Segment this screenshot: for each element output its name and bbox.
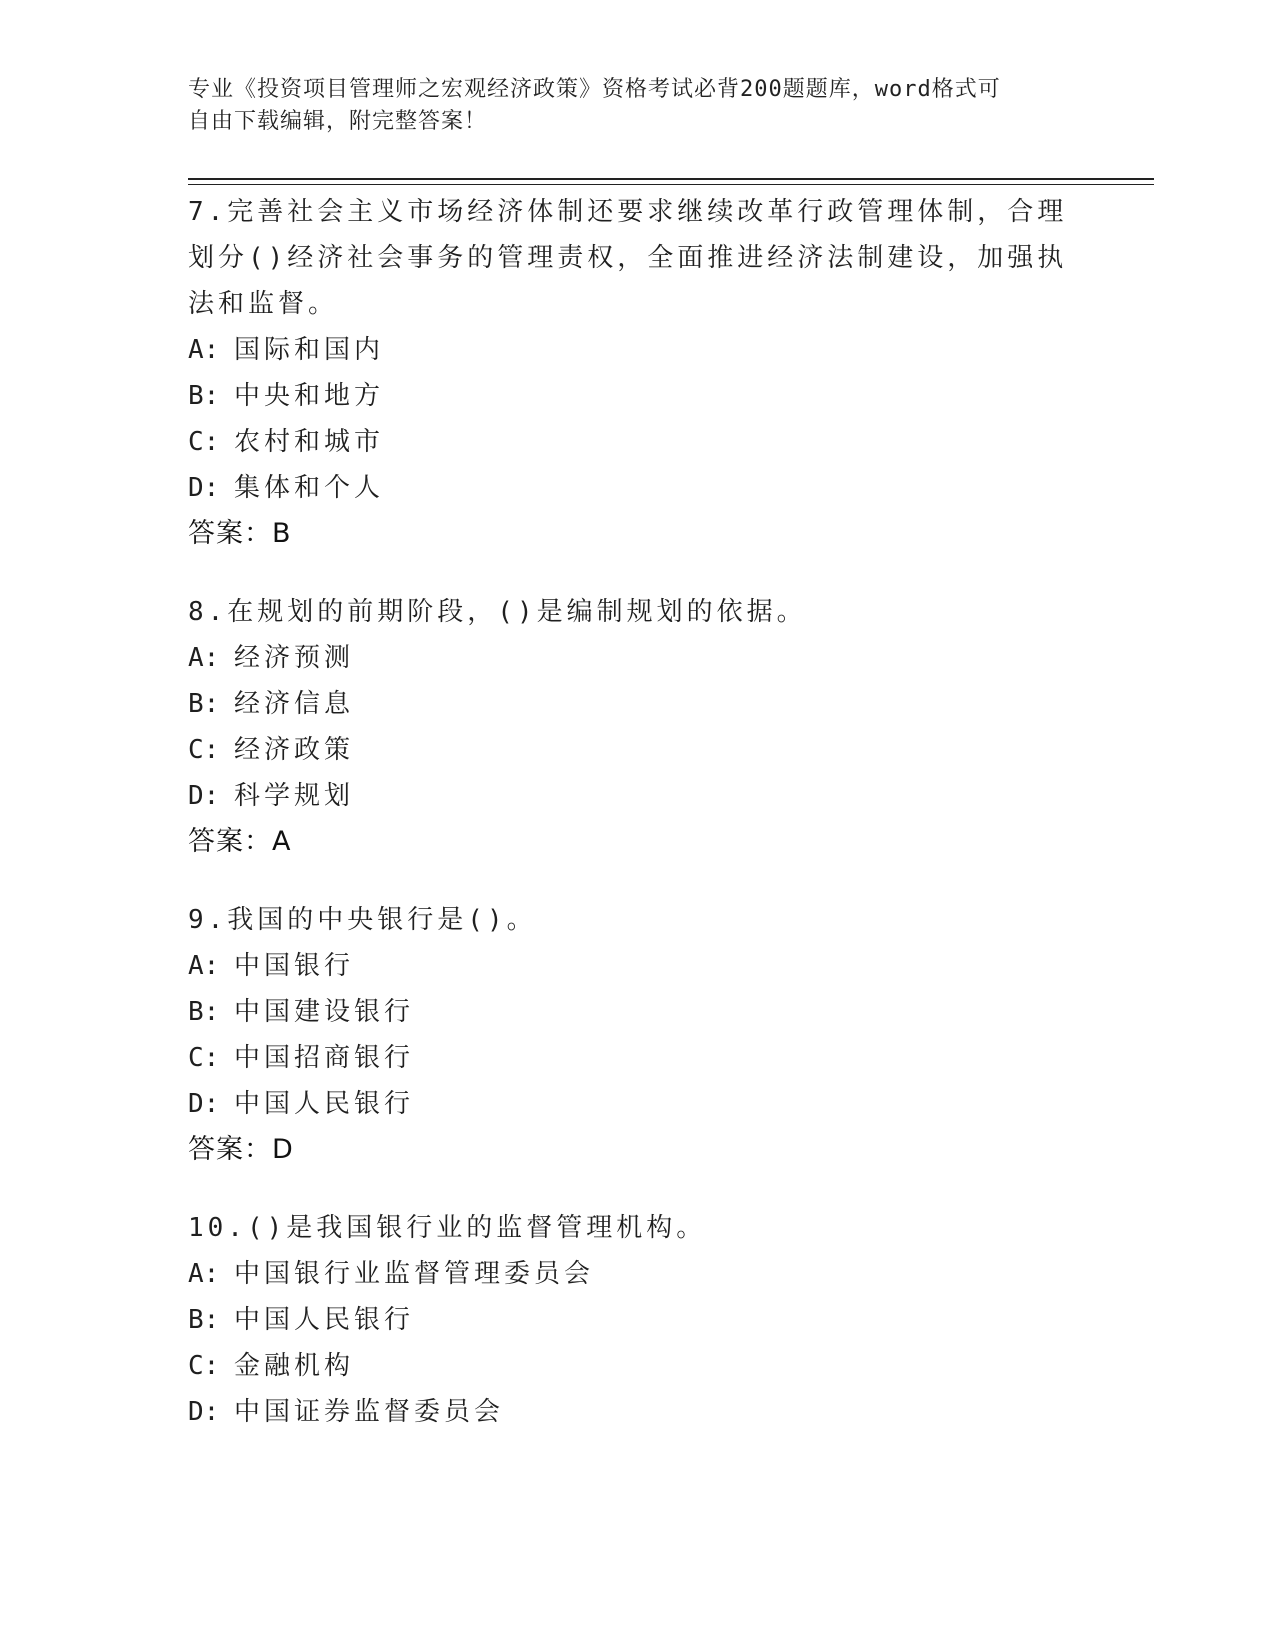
option-letter: C:: [188, 735, 220, 765]
question-list: [188, 189, 1068, 1467]
question-8: [188, 589, 1068, 865]
option-letter: B:: [188, 997, 220, 1027]
option-text: 中国银行业监督管理委员会: [234, 1259, 595, 1289]
answer-line: 答案：D: [188, 1134, 294, 1165]
option-c: [188, 727, 1068, 773]
option-d: [188, 1389, 1068, 1435]
option-d: [188, 465, 1068, 511]
document-header: [188, 74, 1068, 138]
option-text: 中国证券监督委员会: [234, 1397, 505, 1427]
option-letter: D:: [188, 473, 220, 503]
question-7: [188, 189, 1068, 557]
answer-line: 答案：B: [188, 518, 292, 549]
option-text: 集体和个人: [234, 473, 385, 503]
option-text: 经济信息: [234, 689, 355, 719]
option-letter: D:: [188, 781, 220, 811]
option-b: [188, 1297, 1068, 1343]
header-line-1: 专业《投资项目管理师之宏观经济政策》资格考试必背200题题库，word格式可: [188, 77, 1001, 102]
option-text: 经济政策: [234, 735, 355, 765]
question-stem: 7.完善社会主义市场经济体制还要求继续改革行政管理体制，合理划分()经济社会事务的管理责权，全面推进经济法制建设，加强执法和监督。: [188, 197, 1068, 319]
option-text: 中国招商银行: [234, 1043, 415, 1073]
question-9: [188, 897, 1068, 1173]
question-stem: 8.在规划的前期阶段，()是编制规划的依据。: [188, 597, 807, 627]
option-d: [188, 773, 1068, 819]
option-letter: B:: [188, 381, 220, 411]
option-letter: D:: [188, 1089, 220, 1119]
option-b: [188, 681, 1068, 727]
option-c: [188, 1343, 1068, 1389]
option-b: [188, 989, 1068, 1035]
question-stem: 9.我国的中央银行是()。: [188, 905, 537, 935]
option-text: 金融机构: [234, 1351, 355, 1381]
option-a: [188, 635, 1068, 681]
option-text: 中国人民银行: [234, 1305, 415, 1335]
option-text: 中国建设银行: [234, 997, 415, 1027]
option-b: [188, 373, 1068, 419]
option-a: [188, 327, 1068, 373]
option-letter: A:: [188, 335, 220, 365]
answer-line: 答案：A: [188, 826, 292, 857]
question-10: [188, 1205, 1068, 1435]
header-line-2: 自由下载编辑，附完整答案！: [188, 109, 488, 134]
option-text: 经济预测: [234, 643, 355, 673]
option-a: [188, 1251, 1068, 1297]
option-letter: C:: [188, 1043, 220, 1073]
option-letter: A:: [188, 643, 220, 673]
header-divider-thick: [188, 178, 1154, 180]
header-divider-thin: [188, 184, 1154, 185]
option-text: 中国人民银行: [234, 1089, 415, 1119]
option-d: [188, 1081, 1068, 1127]
option-text: 中央和地方: [234, 381, 385, 411]
option-letter: C:: [188, 1351, 220, 1381]
question-stem: 10.()是我国银行业的监督管理机构。: [188, 1213, 707, 1243]
option-c: [188, 419, 1068, 465]
option-text: 中国银行: [234, 951, 355, 981]
option-letter: B:: [188, 1305, 220, 1335]
option-a: [188, 943, 1068, 989]
option-letter: C:: [188, 427, 220, 457]
option-letter: A:: [188, 951, 220, 981]
option-text: 国际和国内: [234, 335, 385, 365]
option-text: 科学规划: [234, 781, 355, 811]
option-letter: B:: [188, 689, 220, 719]
option-letter: A:: [188, 1259, 220, 1289]
option-c: [188, 1035, 1068, 1081]
option-letter: D:: [188, 1397, 220, 1427]
option-text: 农村和城市: [234, 427, 385, 457]
